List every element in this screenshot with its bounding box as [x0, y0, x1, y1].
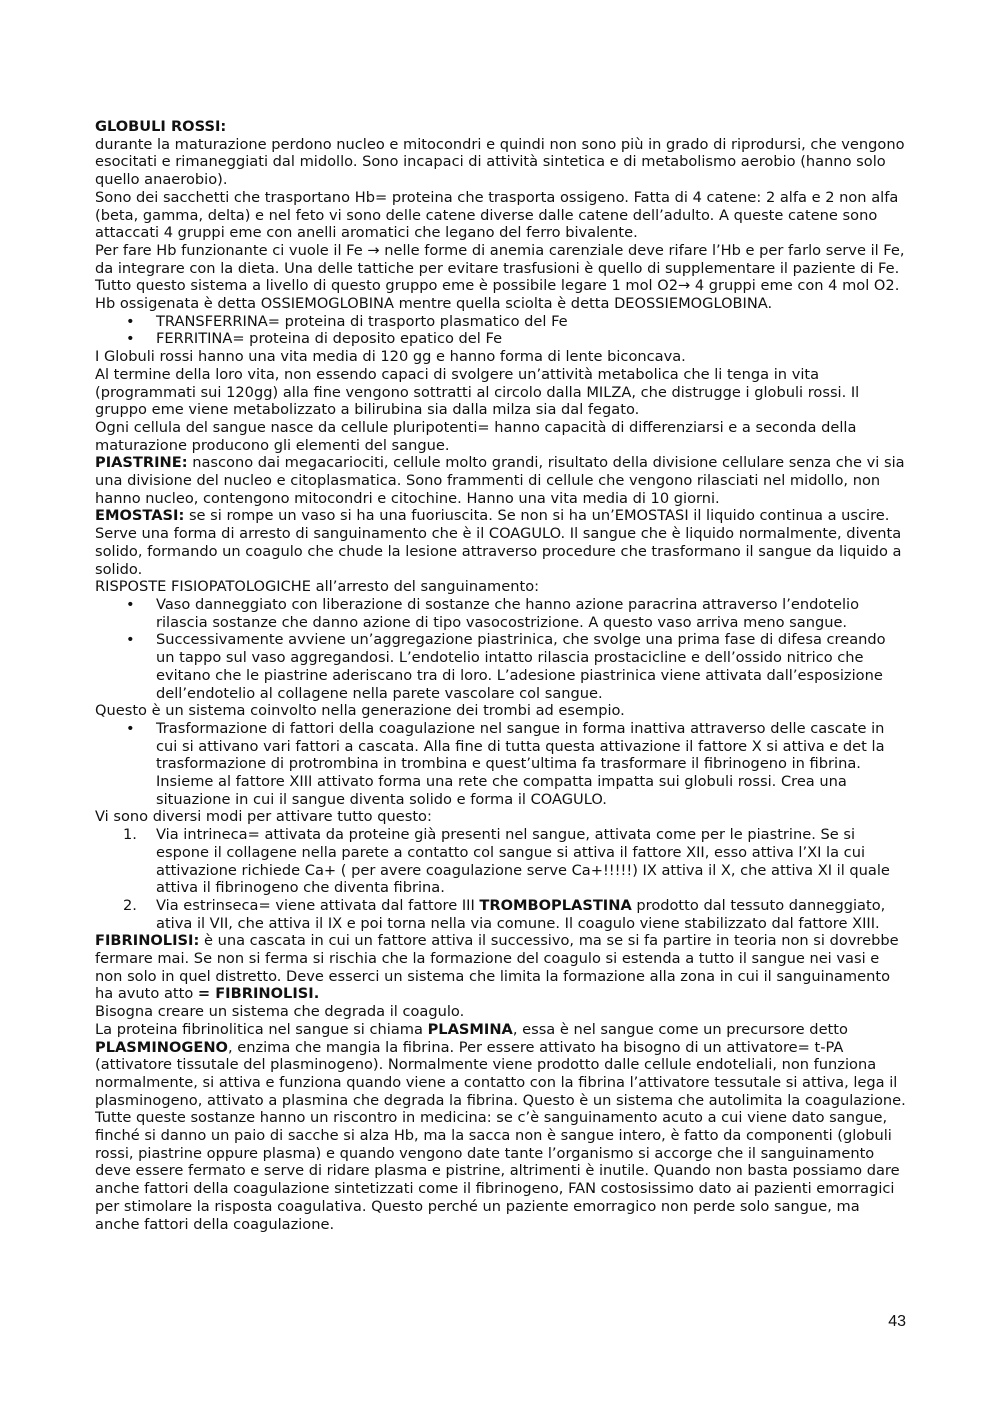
bullet-item: • TRANSFERRINA= proteina di trasporto plasmatico del Fe	[95, 313, 907, 331]
paragraph	[95, 1003, 907, 1021]
bullet-list	[95, 720, 907, 809]
paragraph	[95, 295, 907, 313]
bold-text: PLASMINA	[427, 1020, 513, 1038]
paragraph	[95, 242, 907, 277]
text-run: Al termine della loro vita, non essendo capaci di svolgere un’attività metabolica che li tenga in vita (programmati sui 120gg) alla fine vengono sottratti al circolo dalla MILZA, che distrugge i globuli rossi. Il gruppo eme viene metabolizzato a bilirubina sia dalla milza sia dal fegato.	[95, 365, 860, 419]
paragraph	[95, 348, 907, 366]
bullet-item: • Successivamente avviene un’aggregazione piastrinica, che svolge una prima fase di difesa creando un tappo sul vaso aggregandosi. L’endotelio intatto rilascia prostacicline e dell’ossido nitrico che evitano che le piastrine aderiscano tra di loro. L’adesione piastrinica viene attivata dall’esposizione dell’endotelio al collagene nella parete vascolare col sangue.	[95, 631, 907, 702]
paragraph	[95, 702, 907, 720]
bullet-item: • FERRITINA= proteina di deposito epatico del Fe	[95, 330, 907, 348]
paragraph	[95, 136, 907, 189]
bullet-list	[95, 313, 907, 348]
paragraph	[95, 419, 907, 454]
numbered-item	[95, 826, 907, 897]
text-run: , enzima che mangia la fibrina. Per essere attivato ha bisogno di un attivatore= t-PA (attivatore tissutale del plasminogeno). Normalmente viene prodotto dalle cellule endoteliali, non funziona normalmente, si attiva e funziona quando viene a contatto con la fibrina l’attivatore tessutale si attiva, lega il plasminogeno, attivato a plasmina che degrada la fibrina. Questo è un sistema che autolimita la coagulazione.	[95, 1038, 906, 1109]
text-run: Bisogna creare un sistema che degrada il coagulo.	[95, 1003, 465, 1021]
text-run: se si rompe un vaso si ha una fuoriuscita. Se non si ha un’EMOSTASI il liquido continua a uscire. Serve una forma di arresto di sanguinamento che è il COAGULO. Il sangue che è liquido normalmente, diventa solido, formando un coagulo che chude la lesione attraverso procedure che trasformano il sangue da liquido a solido.	[95, 507, 902, 578]
paragraph	[95, 366, 907, 419]
item-number: 1.	[123, 826, 137, 844]
paragraph	[95, 189, 907, 242]
paragraph	[95, 454, 907, 507]
numbered-item	[95, 897, 907, 932]
paragraph	[95, 932, 907, 1003]
section-heading	[95, 118, 907, 136]
text-run: Hb ossigenata è detta OSSIEMOGLOBINA mentre quella sciolta è detta DEOSSIEMOGLOBINA.	[95, 295, 773, 313]
text-run: è una cascata in cui un fattore attiva il successivo, ma se si fa partire in teoria non si dovrebbe fermare mai. Se non si ferma si rischia che la formazione del coagulo si estenda a tutto il sangue nei vasi e non solo in quel distretto. Deve esserci un sistema che limita la formazione alla zona in cui il sanguinamento ha avuto atto	[95, 932, 899, 1003]
bold-text: EMOSTASI:	[95, 507, 185, 525]
bullet-item: • Vaso danneggiato con liberazione di sostanze che hanno azione paracrina attraverso l’endotelio rilascia sostanze che danno azione di tipo vasocostrizione. A questo vaso arriva meno sangue.	[95, 596, 907, 631]
paragraph	[95, 507, 907, 578]
text-run: Tutto questo sistema a livello di questo gruppo eme è possibile legare 1 mol O2→ 4 gruppi eme con 4 mol O2.	[95, 277, 900, 295]
page-number: 43	[888, 1313, 906, 1330]
bullet-item: • Trasformazione di fattori della coagulazione nel sangue in forma inattiva attraverso delle cascate in cui si attivano vari fattori a cascata. Alla fine di tutta questa attivazione il fattore X si attiva e det la trasformazione di protrombina in trombina e quest’ultima fa trasformare il fibrinogeno in fibrina. Insieme al fattore XIII attivato forma una rete che compatta impatta sui globuli rossi. Crea una situazione in cui il sangue diventa solido e forma il COAGULO.	[95, 720, 907, 809]
text-run: I Globuli rossi hanno una vita media di 120 gg e hanno forma di lente biconcava.	[95, 348, 686, 366]
text-run: Sono dei sacchetti che trasportano Hb= proteina che trasporta ossigeno. Fatta di 4 catene: 2 alfa e 2 non alfa (beta, gamma, delta) e nel feto vi sono delle catene diverse dalle catene dell’adulto. A queste catene sono attaccati 4 gruppi eme con anelli aromatici che legano del ferro bivalente.	[95, 188, 899, 242]
bold-text: TROMBOPLASTINA	[479, 896, 632, 914]
text-run: Via intrineca= attivata da proteine già presenti nel sangue, attivata come per le piastrine. Se si espone il collagene nella parete a contatto col sangue si attiva il fattore XII, esso attiva l’XI la cui attivazione richiede Ca+ ( per avere coagulazione serve Ca+!!!!!) IX attiva il X, che attiva XI il quale attiva il fibrinogeno che diventa fibrina.	[156, 826, 890, 897]
bold-text: FIBRINOLISI:	[95, 932, 200, 950]
text-run: Vi sono diversi modi per attivare tutto questo:	[95, 808, 432, 826]
paragraph	[95, 277, 907, 295]
text-run: Questo è un sistema coinvolto nella generazione dei trombi ad esempio.	[95, 702, 625, 720]
paragraph	[95, 578, 907, 596]
bold-text: PIASTRINE:	[95, 454, 188, 472]
paragraph	[95, 808, 907, 826]
paragraph	[95, 1109, 907, 1233]
item-number: 2.	[123, 896, 137, 914]
text-run: Via estrinseca= viene attivata dal fattore III	[156, 896, 480, 914]
text-run: Per fare Hb funzionante ci vuole il Fe → nelle forme di anemia carenziale deve rifare l’Hb e per farlo serve il Fe, da integrare con la dieta. Una delle tattiche per evitare trasfusioni è quello di supplementare il paziente di Fe.	[95, 241, 905, 277]
text-run: durante la maturazione perdono nucleo e mitocondri e quindi non sono più in grado di riprodursi, che vengono esocitati e rimaneggiati dal midollo. Sono incapaci di attività sintetica e di metabolismo aerobio (hanno solo quello anaerobio).	[95, 135, 905, 189]
text-run: RISPOSTE FISIOPATOLOGICHE all’arresto del sanguinamento:	[95, 578, 540, 596]
bold-text: PLASMINOGENO	[95, 1038, 228, 1056]
numbered-list	[95, 826, 907, 932]
bullet-list	[95, 596, 907, 702]
text-run: Tutte queste sostanze hanno un riscontro in medicina: se c’è sanguinamento acuto a cui viene dato sangue, finché si danno un paio di sacche si alza Hb, ma la sacca non è sangue intero, è fatto da componenti (globuli rossi, piastrine oppure plasma) e quando vengono date tante l’organismo si accorge che il sanguinamento deve essere fermato e serve di ridare plasma e pistrine, altrimenti è inutile. Quando non basta possiamo dare anche fattori della coagulazione sintetizzati come il fibrinogeno, FAN costosissimo dato ai pazienti emorragici per stimolare la risposta coagulativa. Questo perché un paziente emorragico non perde solo sangue, ma anche fattori della coagulazione.	[95, 1109, 900, 1233]
section-heading-text: GLOBULI ROSSI:	[95, 118, 227, 135]
text-run: La proteina fibrinolitica nel sangue si chiama	[95, 1020, 428, 1038]
text-run: prodotto dal tessuto danneggiato, ativa il VII, che attiva il IX e poi torna nella via comune. Il coagulo viene stabilizzato dal fattore XIII.	[156, 896, 886, 932]
text-run: , essa è nel sangue come un precursore detto	[512, 1020, 848, 1038]
paragraph	[95, 1021, 907, 1110]
text-run: nascono dai megacariociti, cellule molto grandi, risultato della divisione cellulare senza che vi sia una divisione del nucleo e citoplasmatica. Sono frammenti di cellule che vengono rilasciati nel midollo, non hanno nucleo, contengono mitocondri e citochine. Hanno una vita media di 10 giorni.	[95, 454, 905, 507]
text-run: Ogni cellula del sangue nasce da cellule pluripotenti= hanno capacità di differenziarsi e a seconda della maturazione producono gli elementi del sangue.	[95, 418, 857, 454]
document-body	[95, 118, 907, 1233]
bold-text: = FIBRINOLISI.	[197, 985, 320, 1003]
